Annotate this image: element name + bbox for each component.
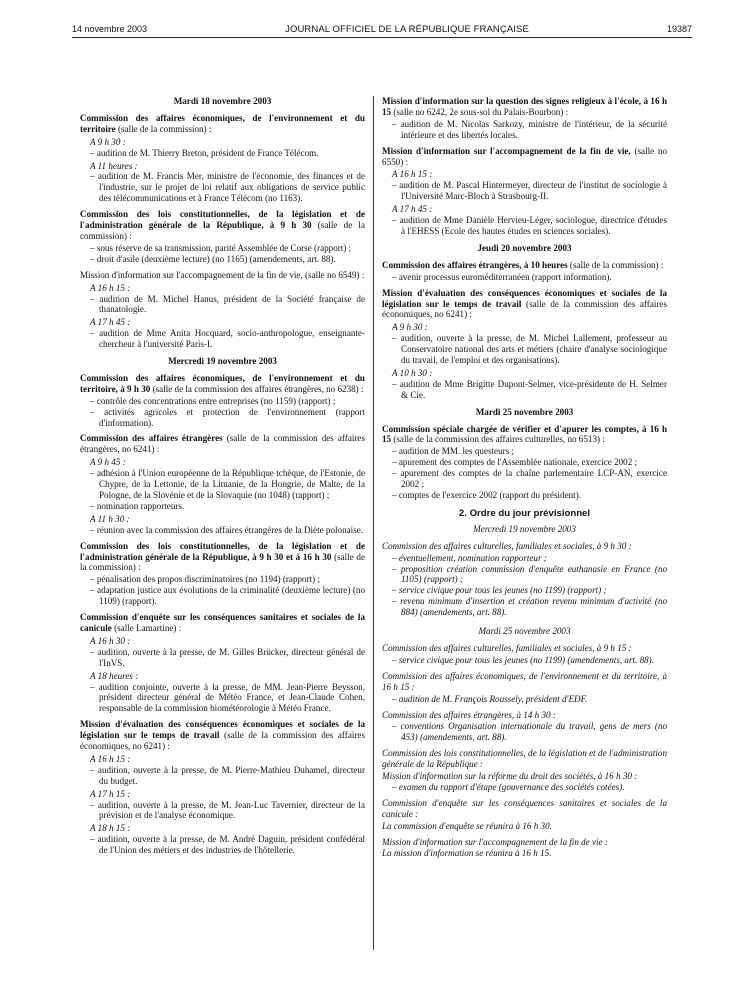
agenda-item: – audition, ouverte à la presse, de M. Gilles Brücker, directeur général de l'InVS. [90,646,365,668]
agenda-item: – conventions Organisation internationale du travail, gens de mers (no 453) (amendements, art. 88). [392,721,667,743]
agenda-item: – contrôle des concentrations entre entreprises (no 1159) (rapport) ; [90,395,336,406]
committee-heading: Commission des affaires étrangères, à 14 h 30 : [382,709,556,720]
committee-heading: Commission des affaires étrangères (salle de la commission des affaires étrangères, no 6241) : [80,433,365,455]
committee-heading: Mission d'information sur l'accompagnement de la fin de vie, (salle no 6550) : [382,145,667,167]
right-column [382,96,667,859]
agenda-item: – revenu minimum d'insertion et création revenu minimum d'activité (no 884) (amendements, art. 88). [392,596,667,618]
page-header [72,22,692,36]
agenda-item: – audition de M. Thierry Breton, président de France Télécom. [90,147,319,158]
agenda-item: – audition de Mme Anita Hocquard, socio-anthropologue, enseignante-chercheur à l'université Paris-I. [90,328,365,350]
agenda-item: – avenir processus euroméditerranéen (rapport information). [392,271,612,282]
provisional-block [382,643,667,859]
committee-heading: Commission des lois constitutionnelles, de la législation et de l'administration générale de la République : [382,748,667,770]
time-slot: A 18 h 15 : [90,823,131,834]
agenda-item: – réunion avec la commission des affaires étrangères de la Diète polonaise. [90,524,364,535]
time-slot: A 9 h 30 : [392,322,428,333]
header-title: JOURNAL OFFICIEL DE LA RÉPUBLIQUE FRANÇAISE [285,23,529,35]
time-slot: A 16 h 15 : [90,753,131,764]
committee-heading: Commission d'enquête sur les conséquences sanitaires et sociales de la canicule (salle Lamartine) : [80,612,365,633]
agenda-item: – sous réserve de sa transmission, parité Assemblée de Corse (rapport) ; [90,242,352,253]
agenda-item: – nomination rapporteurs. [90,500,185,511]
agenda-item: – audition, ouverte à la presse, de M. Michel Lallement, professeur au Conservatoire national des arts et métiers (chaire d'analyse sociologique du travail, de l'emploi et des organisations). [392,333,667,366]
agenda-item: – audition de M. Nicolas Sarkozy, ministre de l'intérieur, de la sécurité intérieure et des libertés locales. [392,118,667,140]
column-divider [373,96,374,950]
agenda-item: – éventuellement, nomination rapporteur ; [392,552,547,563]
agenda-item: – audition de MM. les questeurs ; [392,446,514,457]
time-slot: A 17 h 45 : [392,204,433,215]
day-heading: Mercredi 19 novembre 2003 [168,356,277,367]
committee-heading: Commission des affaires culturelles, familiales et sociales, à 9 h 30 : [382,540,632,551]
meeting-note: La mission d'information se réunira à 16 h 15. [382,848,552,859]
agenda-item: – activités agricoles et protection de l'environnement (rapport d'information). [90,406,365,428]
time-slot: A 16 h 15 : [90,282,131,293]
committee-heading: Commission spéciale chargée de vérifier et d'apurer les comptes, à 16 h 15 (salle de la commission des affaires culturelles, no 6513) : [382,423,667,445]
committee-heading: Mission d'information sur l'accompagnement de la fin de vie, (salle no 6549) : [80,269,365,280]
agenda-item: – audition de M. François Roussely, président d'EDF. [392,693,588,704]
agenda-item: – audition, ouverte à la presse, de M. Jean-Luc Tavernier, directeur de la prévision et de l'analyse économique. [90,799,365,821]
agenda-item: – audition de Mme Brigitte Dupont-Selmer, vice-présidente de H. Selmer & Cie. [392,378,667,400]
agenda-item: – audition de M. Michel Hanus, président de la Société française de thanatologie. [90,293,365,315]
committee-heading: Mission d'information sur la question des signes religieux à l'école, à 16 h 15 (salle no 6242, 2e sous-sol du Palais-Bourbon) : [382,96,667,117]
agenda-item: – apurement des comptes de la chaîne parlementaire LCP-AN, exercice 2002 ; [392,468,667,490]
time-slot: A 17 h 15 : [90,788,131,799]
committee-heading: Commission des affaires économiques, de l'environnement et du territoire, à 9 h 30 (salle de la commission des affaires étrangères, no 6238) : [80,372,365,394]
header-date: 14 novembre 2003 [72,24,148,34]
header-rule [72,37,692,38]
agenda-item: – adaptation justice aux évolutions de la criminalité (deuxième lecture) (no 1109) (rapport). [90,585,365,607]
time-slot: A 9 h 45 : [90,457,126,468]
agenda-item: – service civique pour tous les jeunes (no 1199) (rapport) ; [392,585,607,596]
agenda-item: – audition, ouverte à la presse, de M. Pierre-Mathieu Duhamel, directeur du budget. [90,764,365,786]
agenda-item: – service civique pour tous les jeunes (no 1199) (amendements, art. 88). [392,654,654,665]
agenda-item: – audition, ouverte à la presse, de M. André Daguin, président confédéral de l'Union des métiers et des industries de l'hôtellerie. [90,834,365,856]
committee-heading: Commission des lois constitutionnelles, de la législation et de l'administration générale de la République, à 9 h 30 (salle de la commission) : [80,209,365,241]
agenda-item: – apurement des comptes de l'Assemblée nationale, exercice 2002 ; [392,457,638,468]
day-heading: Mardi 25 novembre 2003 [475,406,574,417]
committee-heading: Commission des lois constitutionnelles, de la législation et de l'administration générale de la République, à 9 h 30 et à 16 h 30 (salle de la commission) : [80,540,365,573]
agenda-item: – pénalisation des propos discriminatoires (no 1194) (rapport) ; [90,574,320,585]
left-column [80,96,365,856]
committee-heading: Commission des affaires économiques, de l'environnement et du territoire (salle de la commission) : [80,112,365,134]
time-slot: A 16 h 30 : [90,635,131,646]
committee-heading: Mission d'évaluation des conséquences économiques et sociales de la législation sur le temps de travail (salle de la commission des affaires économiques, no 6241) : [382,287,667,320]
agenda-item: – examen du rapport d'étape (gouvernance des sociétés cotées). [392,781,625,792]
meeting-note: La commission d'enquête se réunira à 16 h 30. [382,820,552,831]
agenda-item: – proposition création commission d'enquête euthanasie en France (no 1105) (rapport) ; [392,563,667,585]
sub-heading: Mission d'information sur la réforme du droit des sociétés, à 16 h 30 : [382,771,638,782]
day-heading: Mardi 25 novembre 2003 [478,626,571,637]
agenda-item: – audition de M. Pascal Hintermeyer, directeur de l'institut de sociologie à l'Université Marc-Bloch à Strasbourg-II. [392,180,667,202]
time-slot: A 17 h 45 : [90,317,131,328]
committee-heading: Mission d'évaluation des conséquences économiques et sociales de la législation sur le temps de travail (salle de la commission des affaires économiques, no 6241) : [80,719,365,752]
committee-heading: Commission des affaires étrangères, à 10 heures (salle de la commission) : [382,259,664,270]
time-slot: A 11 h 30 : [90,513,130,524]
agenda-item: – droit d'asile (deuxième lecture) (no 1165) (amendements, art. 88). [90,253,336,264]
header-page-number: 19387 [666,24,692,34]
agenda-item: – audition de M. Francis Mer, ministre de l'économie, des finances et de l'industrie, sur le projet de loi relatif aux obligations de service public des télécommunications et à France Télécom (no 1163). [90,171,365,204]
agenda-item: – audition conjointe, ouverte à la presse, de MM. Jean-Pierre Beysson, président directeur général de Météo France, et Jean-Claude Cohen, responsable de la commission biométéorologie à Météo France. [90,681,365,714]
agenda-item: – comptes de l'exercice 2002 (rapport du président). [392,490,582,500]
committee-heading: Commission d'enquête sur les conséquences sanitaires et sociales de la canicule : [382,797,667,819]
time-slot: A 10 h 30 : [392,367,433,378]
time-slot: A 11 heures : [90,160,138,171]
time-slot: A 9 h 30 : [90,136,126,147]
time-slot: A 16 h 15 : [392,169,433,180]
provisional-block [382,541,667,618]
agenda-item: – adhésion à l'Union européenne de la République tchèque, de l'Estonie, de Chypre, de la Lettonie, de la Lituanie, de la Hongrie, de Malte, de la Pologne, de la Slovénie et de la Slovaquie (no 1048) (rapport) ; [90,468,365,500]
committee-heading: Mission d'information sur l'accompagnement de la fin de vie : [382,836,608,847]
section-heading: 2. Ordre du jour prévisionnel [458,507,591,519]
time-slot: A 18 heures : [90,670,139,681]
committee-heading: Commission des affaires culturelles, familiales et sociales, à 9 h 15 : [382,642,632,653]
day-heading: Mercredi 19 novembre 2003 [473,523,576,534]
day-heading: Jeudi 20 novembre 2003 [477,242,572,253]
day-heading: Mardi 18 novembre 2003 [173,96,272,106]
committee-heading: Commission des affaires économiques, de l'environnement et du territoire, à 16 h 15 : [382,670,667,692]
agenda-item: – audition de Mme Danièle Hervieu-Léger, sociologue, directrice d'études à l'EHESS (Ecole des hautes études en sciences sociales). [392,215,667,236]
